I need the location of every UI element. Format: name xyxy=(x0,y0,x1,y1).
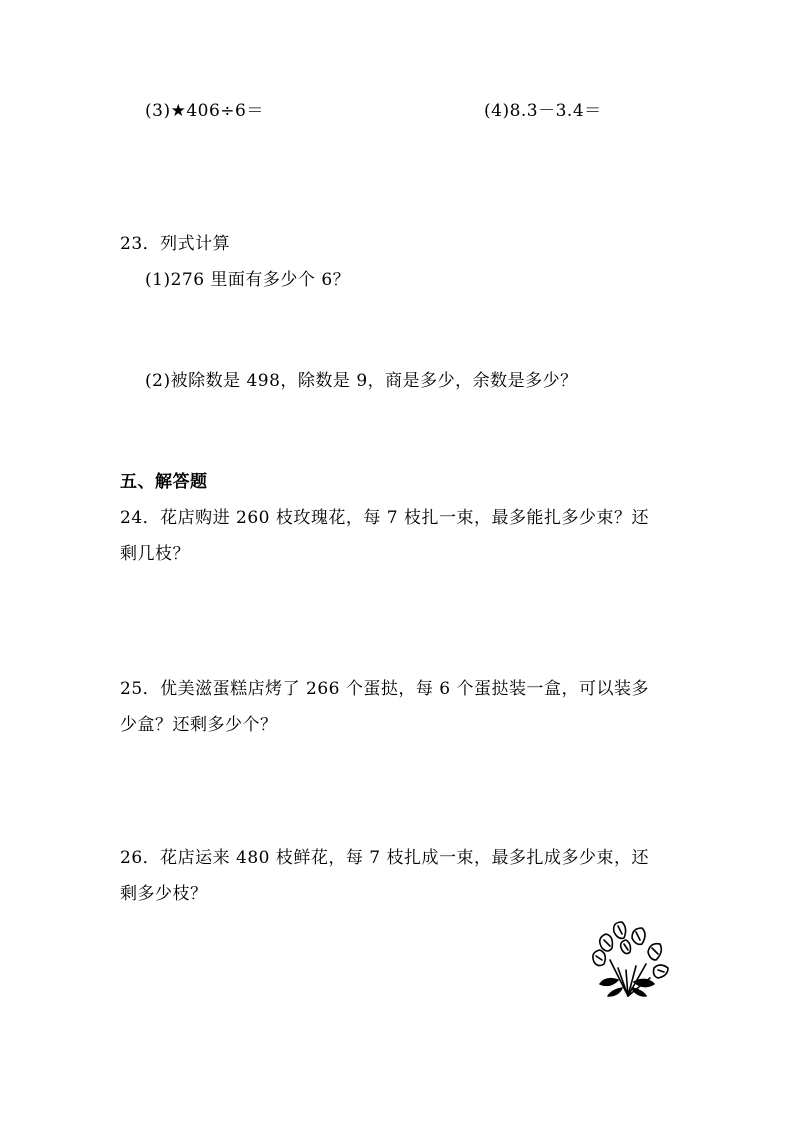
question-25-line-1: 25．优美滋蛋糕店烤了 266 个蛋挞，每 6 个蛋挞装一盒，可以装多 xyxy=(120,679,650,699)
question-25-line-2: 少盒？还剩多少个？ xyxy=(120,715,278,735)
question-26-line-2: 剩多少枝？ xyxy=(120,884,208,904)
section-23-heading: 23．列式计算 xyxy=(120,234,231,254)
question-24-line-2: 剩几枝？ xyxy=(120,544,190,564)
problem-4: (4)8.3－3.4＝ xyxy=(484,101,602,121)
section-23-question-1: (1)276 里面有多少个 6？ xyxy=(145,270,351,290)
question-24-line-1: 24．花店购进 260 枝玫瑰花，每 7 枝扎一束，最多能扎多少束？还 xyxy=(120,508,650,528)
flower-bouquet-icon xyxy=(588,918,672,998)
section-5-title: 五、解答题 xyxy=(120,472,208,492)
problem-3: (3)★406÷6＝ xyxy=(145,101,264,121)
section-23-question-2: (2)被除数是 498，除数是 9，商是多少，余数是多少？ xyxy=(145,371,578,391)
question-26-line-1: 26．花店运来 480 枝鲜花，每 7 枝扎成一束，最多扎成多少束，还 xyxy=(120,848,650,868)
